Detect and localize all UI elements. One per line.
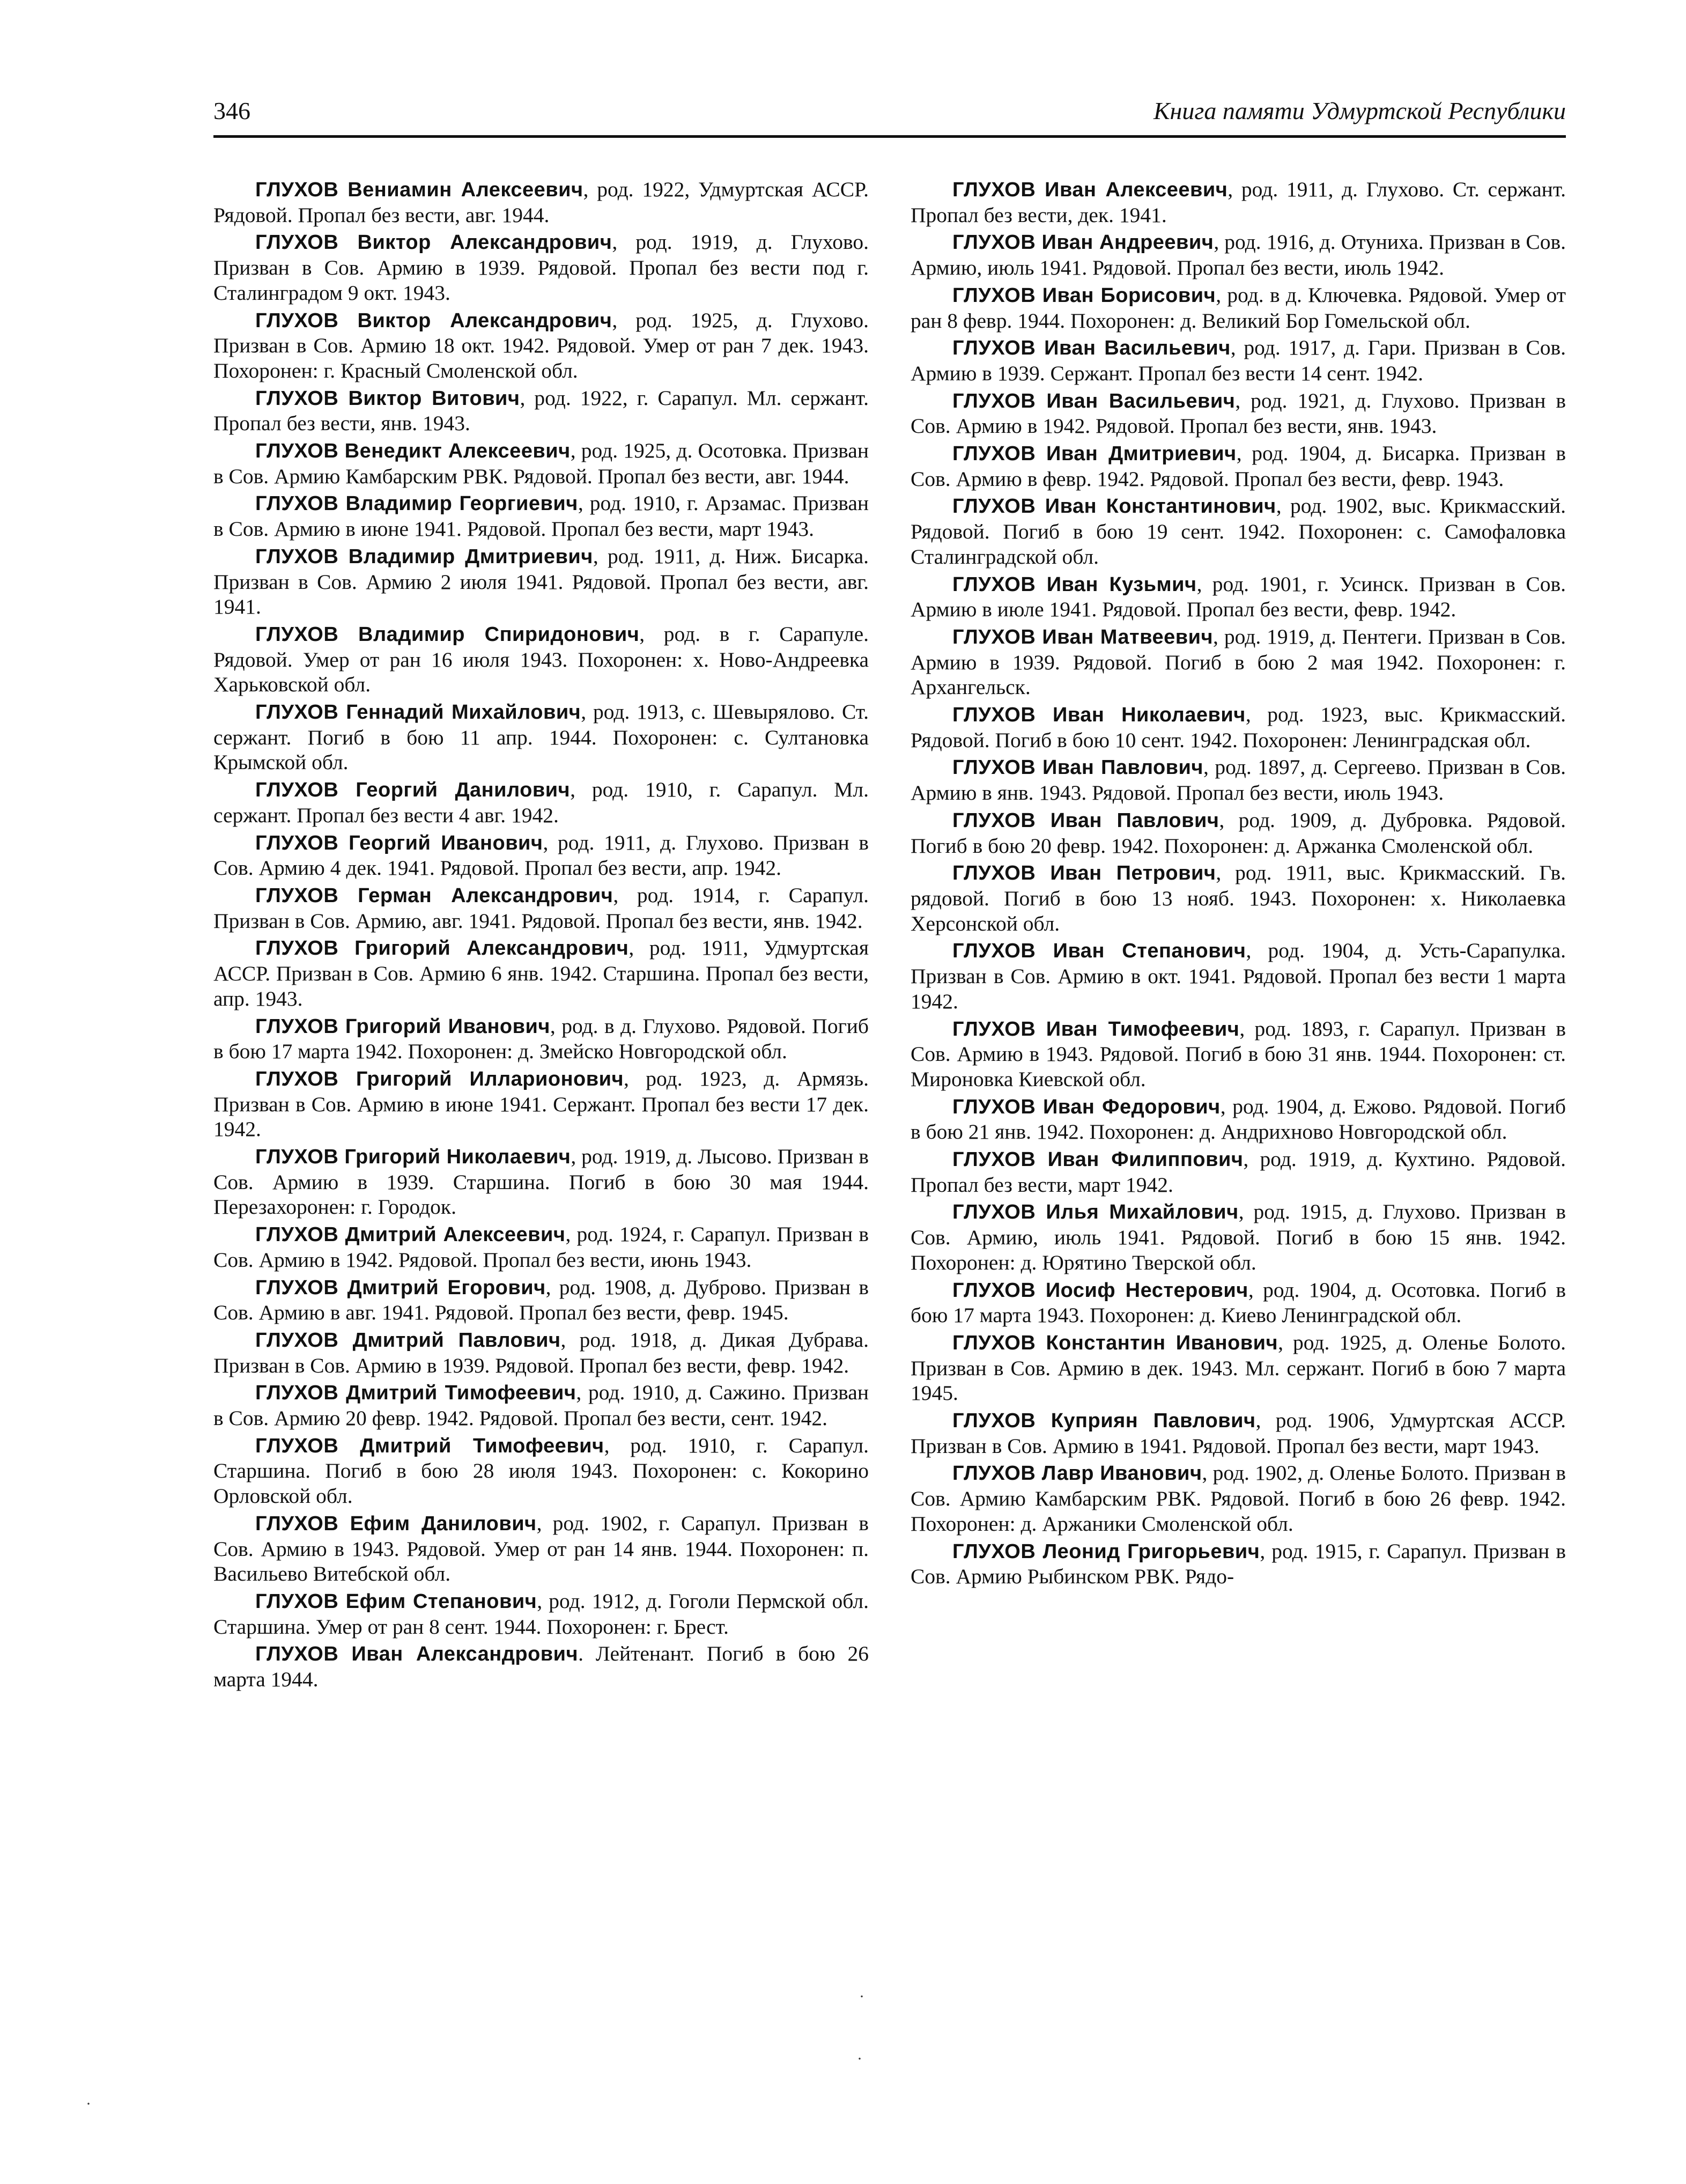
- entry-name: ГЛУХОВ Иван Филиппович: [952, 1148, 1244, 1171]
- memorial-entry: [213, 1066, 869, 1142]
- entry-details: , род. 1915, д. Глухово. Призван в Сов. Армию, июль 1941. Рядовой. Погиб в бою 15 янв. 1942. Похоронен: д. Юрятино Тверской обл.: [911, 1200, 1566, 1274]
- entry-name: ГЛУХОВ Григорий Александрович: [255, 937, 629, 960]
- entry-name: ГЛУХОВ Иван Александрович: [255, 1643, 579, 1666]
- entry-name: ГЛУХОВ Иван Петрович: [952, 862, 1216, 885]
- entry-details: , род. 1902, выс. Крикмасский. Рядовой. Погиб в бою 19 сент. 1942. Похоронен: с. Самофаловка Сталинградской обл.: [911, 494, 1566, 569]
- entry-name: ГЛУХОВ Иван Матвеевич: [952, 625, 1214, 648]
- entry-details: , род. 1913, с. Шевырялово. Ст. сержант. Погиб в бою 11 апр. 1944. Похоронен: с. Султановка Крымской обл.: [213, 700, 869, 774]
- memorial-entry: [213, 1222, 869, 1272]
- memorial-entry: [911, 624, 1566, 700]
- entry-name: ГЛУХОВ Виктор Александрович: [255, 309, 612, 332]
- entry-details: , род. 1910, г. Арзамас. Призван в Сов. Армию в июне 1941. Рядовой. Пропал без вести, март 1943.: [213, 491, 869, 541]
- entry-details: , род. 1925, д. Осотовка. Призван в Сов. Армию Камбарским РВК. Рядовой. Пропал без вести, авг. 1944.: [213, 439, 869, 488]
- memorial-entry: [213, 1327, 869, 1378]
- memorial-entry: [213, 1433, 869, 1509]
- entry-name: ГЛУХОВ Герман Александрович: [255, 884, 613, 907]
- memorial-entry: [213, 1380, 869, 1430]
- memorial-entry: [911, 702, 1566, 752]
- memorial-entry: [213, 438, 869, 489]
- memorial-entry: [213, 1511, 869, 1587]
- entry-details: , род. 1915, г. Сарапул. Призван в Сов. Армию Рыбинском РВК. Рядо-: [911, 1539, 1566, 1589]
- entry-name: ГЛУХОВ Дмитрий Егорович: [255, 1276, 546, 1299]
- entry-details: , род. 1912, д. Гоголи Пермской обл. Старшина. Умер от ран 8 сент. 1944. Похоронен: г. Брест.: [213, 1589, 869, 1639]
- entry-details: , род. 1901, г. Усинск. Призван в Сов. Армию в июле 1941. Рядовой. Пропал без вести, февр. 1942.: [911, 572, 1566, 622]
- entry-name: ГЛУХОВ Виктор Александрович: [255, 231, 612, 254]
- book-title: Книга памяти Удмуртской Республики: [1153, 97, 1566, 124]
- entry-details: . Лейтенант. Погиб в бою 26 марта 1944.: [213, 1642, 869, 1692]
- memorial-entry: [213, 544, 869, 619]
- entry-name: ГЛУХОВ Куприян Павлович: [952, 1410, 1256, 1433]
- entry-details: , род. 1911, выс. Крикмасский. Гв. рядовой. Погиб в бою 13 нояб. 1943. Похоронен: х. Николаевка Херсонской обл.: [911, 861, 1566, 935]
- memorial-entry: [213, 777, 869, 828]
- entry-name: ГЛУХОВ Иван Павлович: [952, 756, 1203, 779]
- entry-details: , род. 1902, г. Сарапул. Призван в Сов. Армию в 1943. Рядовой. Умер от ран 14 янв. 1944. Похоронен: п. Васильево Витебской обл.: [213, 1511, 869, 1586]
- memorial-entry: [213, 1144, 869, 1220]
- memorial-entry: [213, 1014, 869, 1064]
- memorial-entry: [213, 622, 869, 697]
- entry-details: , род. 1917, д. Гари. Призван в Сов. Армию в 1939. Сержант. Пропал без вести 14 сент. 1942.: [911, 336, 1566, 385]
- entry-name: ГЛУХОВ Владимир Дмитриевич: [255, 545, 593, 568]
- entry-name: ГЛУХОВ Дмитрий Павлович: [255, 1329, 561, 1352]
- entry-name: ГЛУХОВ Владимир Георгиевич: [255, 492, 578, 515]
- memorial-entry: [911, 938, 1566, 1014]
- memorial-entry: [911, 572, 1566, 622]
- entry-name: ГЛУХОВ Венедикт Алексеевич: [255, 440, 571, 463]
- entry-name: ГЛУХОВ Григорий Иванович: [255, 1015, 550, 1038]
- scan-speck: ·: [857, 2050, 862, 2068]
- memorial-entry: [911, 1199, 1566, 1275]
- memorial-entry: [911, 1016, 1566, 1092]
- entry-details: , род. 1922, Удмуртская АССР. Рядовой. Пропал без вести, авг. 1944.: [213, 178, 869, 227]
- memorial-entry: [911, 1147, 1566, 1197]
- right-column: [911, 177, 1566, 1591]
- entry-details: , род. 1910, д. Сажино. Призван в Сов. Армию 20 февр. 1942. Рядовой. Пропал без вести, сент. 1942.: [213, 1381, 869, 1430]
- entry-details: , род. 1919, д. Глухово. Призван в Сов. Армию в 1939. Рядовой. Пропал без вести под г. Сталинградом 9 окт. 1943.: [213, 230, 869, 305]
- entry-details: , род. 1909, д. Дубровка. Рядовой. Погиб в бою 20 февр. 1942. Похоронен: д. Аржанка Смоленской обл.: [911, 808, 1566, 858]
- memorial-entry: [213, 1275, 869, 1325]
- entry-name: ГЛУХОВ Леонид Григорьевич: [952, 1540, 1260, 1563]
- entry-name: ГЛУХОВ Дмитрий Тимофеевич: [255, 1434, 604, 1457]
- entry-details: , род. 1904, д. Бисарка. Призван в Сов. Армию в февр. 1942. Рядовой. Пропал без вести, февр. 1943.: [911, 441, 1566, 491]
- memorial-entry: [213, 935, 869, 1011]
- entry-name: ГЛУХОВ Илья Михайлович: [952, 1201, 1239, 1224]
- page-header: [213, 94, 1566, 137]
- entry-name: ГЛУХОВ Иван Андреевич: [952, 231, 1214, 254]
- entry-details: , род. 1925, д. Глухово. Призван в Сов. Армию 18 окт. 1942. Рядовой. Умер от ран 7 дек. 1943. Похоронен: г. Красный Смоленской обл.: [213, 308, 869, 382]
- memorial-entry: [911, 283, 1566, 333]
- scan-speck: ·: [859, 1988, 864, 2005]
- entry-name: ГЛУХОВ Вениамин Алексеевич: [255, 179, 583, 201]
- memorial-entry: [911, 1460, 1566, 1536]
- entry-details: , род. 1911, Удмуртская АССР. Призван в Сов. Армию 6 янв. 1942. Старшина. Пропал без вести, апр. 1943.: [213, 936, 869, 1010]
- entry-name: ГЛУХОВ Иван Васильевич: [952, 337, 1231, 360]
- entry-details: , род. 1904, д. Усть-Сарапулка. Призван в Сов. Армию в окт. 1941. Рядовой. Пропал без вести 1 марта 1942.: [911, 939, 1566, 1013]
- entry-name: ГЛУХОВ Георгий Данилович: [255, 779, 571, 802]
- entry-details: , род. 1916, д. Отуниха. Призван в Сов. Армию, июль 1941. Рядовой. Пропал без вести, июль 1942.: [911, 230, 1566, 280]
- entry-details: , род. 1919, д. Лысово. Призван в Сов. Армию в 1939. Старшина. Погиб в бою 30 мая 1944. Перезахоронен: г. Городок.: [213, 1145, 869, 1219]
- entry-details: , род. 1925, д. Оленье Болото. Призван в Сов. Армию в дек. 1943. Мл. сержант. Погиб в бою 7 марта 1945.: [911, 1330, 1566, 1405]
- entry-name: ГЛУХОВ Иван Кузьмич: [952, 573, 1197, 596]
- entry-name: ГЛУХОВ Виктор Витович: [255, 387, 520, 410]
- memorial-entry: [213, 230, 869, 305]
- entry-details: , род. 1922, г. Сарапул. Мл. сержант. Пропал без вести, янв. 1943.: [213, 386, 869, 436]
- memorial-entry: [213, 699, 869, 775]
- entry-details: , род. 1902, д. Оленье Болото. Призван в Сов. Армию Камбарским РВК. Рядовой. Погиб в бою 26 февр. 1942. Похоронен: д. Аржаники Смоленской обл.: [911, 1461, 1566, 1536]
- entry-details: , род. 1908, д. Дуброво. Призван в Сов. Армию в авг. 1941. Рядовой. Пропал без вести, февр. 1945.: [213, 1275, 869, 1325]
- entry-name: ГЛУХОВ Григорий Илларионович: [255, 1067, 624, 1090]
- entry-name: ГЛУХОВ Иосиф Нестерович: [952, 1279, 1248, 1302]
- memorial-entry: [911, 1539, 1566, 1589]
- entry-name: ГЛУХОВ Иван Васильевич: [952, 389, 1236, 412]
- memorial-entry: [911, 388, 1566, 439]
- entry-name: ГЛУХОВ Владимир Спиридонович: [255, 623, 640, 646]
- entry-details: , род. 1893, г. Сарапул. Призван в Сов. Армию в 1943. Рядовой. Погиб в бою 31 янв. 1944. Похоронен: ст. Мироновка Киевской обл.: [911, 1016, 1566, 1091]
- entry-name: ГЛУХОВ Григорий Николаевич: [255, 1146, 571, 1169]
- header-rule: [213, 135, 1566, 138]
- entry-name: ГЛУХОВ Ефим Данилович: [255, 1512, 537, 1535]
- entry-details: , род. 1921, д. Глухово. Призван в Сов. Армию в 1942. Рядовой. Пропал без вести, янв. 1943.: [911, 388, 1566, 438]
- memorial-entry: [213, 830, 869, 881]
- memorial-entry: [213, 386, 869, 436]
- memorial-entry: [911, 493, 1566, 569]
- entry-name: ГЛУХОВ Иван Степанович: [952, 940, 1246, 963]
- memorial-entry: [911, 1278, 1566, 1328]
- entry-name: ГЛУХОВ Ефим Степанович: [255, 1590, 537, 1613]
- entry-details: , род. 1911, д. Ниж. Бисарка. Призван в Сов. Армию 2 июля 1941. Рядовой. Пропал без вести, авг. 1941.: [213, 544, 869, 619]
- entry-details: , род. 1923, д. Армязь. Призван в Сов. Армию в июне 1941. Сержант. Пропал без вести 17 дек. 1942.: [213, 1066, 869, 1141]
- entry-name: ГЛУХОВ Иван Николаевич: [952, 704, 1246, 727]
- entry-details: , род. 1919, д. Кухтино. Рядовой. Пропал без вести, март 1942.: [911, 1147, 1566, 1197]
- scan-speck: ·: [86, 2095, 91, 2113]
- entry-details: , род. 1910, г. Сарапул. Мл. сержант. Пропал без вести 4 авг. 1942.: [213, 778, 869, 827]
- entry-name: ГЛУХОВ Иван Федорович: [952, 1095, 1221, 1118]
- entry-details: , род. 1897, д. Сергеево. Призван в Сов. Армию в янв. 1943. Рядовой. Пропал без вести, июль 1943.: [911, 755, 1566, 805]
- entry-name: ГЛУХОВ Лавр Иванович: [952, 1462, 1202, 1485]
- entry-details: , род. 1906, Удмуртская АССР. Призван в Сов. Армию в 1941. Рядовой. Пропал без вести, март 1943.: [911, 1408, 1566, 1458]
- entry-details: , род. 1911, д. Глухово. Ст. сержант. Пропал без вести, дек. 1941.: [911, 178, 1566, 227]
- entry-name: ГЛУХОВ Иван Борисович: [952, 284, 1216, 307]
- entry-details: , род. 1924, г. Сарапул. Призван в Сов. Армию в 1942. Рядовой. Пропал без вести, июнь 1943.: [213, 1222, 869, 1272]
- entry-details: , род. 1911, д. Глухово. Призван в Сов. Армию 4 дек. 1941. Рядовой. Пропал без вести, апр. 1942.: [213, 830, 869, 880]
- memorial-entry: [911, 230, 1566, 280]
- entry-name: ГЛУХОВ Иван Павлович: [952, 809, 1219, 832]
- entry-name: ГЛУХОВ Дмитрий Алексеевич: [255, 1223, 566, 1246]
- entry-details: , род. в д. Глухово. Рядовой. Погиб в бою 17 марта 1942. Похоронен: д. Змейско Новгородской обл.: [213, 1014, 869, 1064]
- memorial-entry: [213, 1589, 869, 1639]
- entry-name: ГЛУХОВ Георгий Иванович: [255, 831, 543, 854]
- left-column: [213, 177, 869, 1694]
- page-number: 346: [213, 97, 250, 124]
- entry-details: , род. 1904, д. Ежово. Рядовой. Погиб в бою 21 янв. 1942. Похоронен: д. Андрихново Новгородской обл.: [911, 1094, 1566, 1144]
- memorial-entry: [911, 1330, 1566, 1406]
- entry-name: ГЛУХОВ Иван Тимофеевич: [952, 1017, 1240, 1041]
- entry-details: , род. 1923, выс. Крикмасский. Рядовой. Погиб в бою 10 сент. 1942. Похоронен: Ленинградская обл.: [911, 703, 1566, 752]
- entry-name: ГЛУХОВ Иван Алексеевич: [952, 179, 1228, 201]
- entry-details: , род. в д. Ключевка. Рядовой. Умер от ран 8 февр. 1944. Похоронен: д. Великий Бор Гомельской обл.: [911, 283, 1566, 333]
- memorial-entry: [911, 1408, 1566, 1458]
- memorial-entry: [911, 755, 1566, 805]
- memorial-entry: [213, 883, 869, 933]
- entry-details: , род. 1910, г. Сарапул. Старшина. Погиб в бою 28 июля 1943. Похоронен: с. Кокорино Орловской обл.: [213, 1433, 869, 1508]
- memorial-entry: [911, 808, 1566, 858]
- memorial-entry: [213, 491, 869, 541]
- entry-details: , род. 1904, д. Осотовка. Погиб в бою 17 марта 1943. Похоронен: д. Киево Ленинградской обл.: [911, 1278, 1566, 1327]
- entry-details: , род. 1914, г. Сарапул. Призван в Сов. Армию, авг. 1941. Рядовой. Пропал без вести, янв. 1942.: [213, 883, 869, 933]
- memorial-entry: [213, 1641, 869, 1692]
- memorial-entry: [213, 308, 869, 383]
- entry-name: ГЛУХОВ Геннадий Михайлович: [255, 701, 581, 724]
- memorial-entry: [911, 335, 1566, 386]
- entry-details: , род. 1918, д. Дикая Дубрава. Призван в Сов. Армию в 1939. Рядовой. Пропал без вести, февр. 1942.: [213, 1327, 869, 1377]
- entry-name: ГЛУХОВ Дмитрий Тимофеевич: [255, 1382, 576, 1405]
- memorial-entry: [213, 177, 869, 227]
- memorial-entry: [911, 1094, 1566, 1145]
- entry-details: , род. в г. Сарапуле. Рядовой. Умер от ран 16 июля 1943. Похоронен: х. Ново-Андреевка Харьковской обл.: [213, 622, 869, 697]
- entry-details: , род. 1919, д. Пентеги. Призван в Сов. Армию в 1939. Рядовой. Погиб в бою 2 мая 1942. Похоронен: г. Архангельск.: [911, 624, 1566, 699]
- entry-name: ГЛУХОВ Иван Дмитриевич: [952, 442, 1237, 466]
- memorial-entry: [911, 441, 1566, 491]
- entry-name: ГЛУХОВ Константин Иванович: [952, 1331, 1278, 1354]
- memorial-entry: [911, 860, 1566, 936]
- memorial-entry: [911, 177, 1566, 227]
- entry-name: ГЛУХОВ Иван Константинович: [952, 495, 1276, 518]
